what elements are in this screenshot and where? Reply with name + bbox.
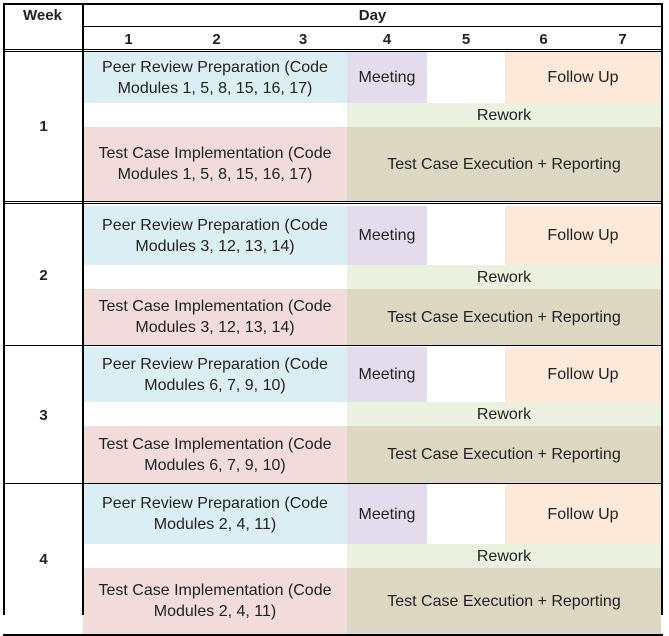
implementation-cell: Test Case Implementation (Code Modules 6, 7, 9, 10) (83, 426, 347, 483)
meeting-cell: Meeting (347, 484, 427, 544)
rework-cell: Rework (347, 265, 661, 289)
day-number: 1 (124, 31, 133, 48)
rework-cell: Rework (347, 544, 661, 568)
day-number: 6 (539, 31, 548, 48)
execution-cell: Test Case Execution + Reporting (347, 568, 661, 634)
blank-cell (83, 103, 347, 127)
peer-review-cell: Peer Review Preparation (Code Modules 1, 5, 8, 15, 16, 17) (83, 52, 347, 103)
follow-up-cell: Follow Up (505, 206, 661, 265)
implementation-cell: Test Case Implementation (Code Modules 3, 12, 13, 14) (83, 289, 347, 345)
execution-cell: Test Case Execution + Reporting (347, 127, 661, 201)
meeting-cell: Meeting (347, 347, 427, 402)
execution-cell: Test Case Execution + Reporting (347, 426, 661, 483)
blank-cell (427, 206, 505, 265)
day-number: 5 (461, 31, 471, 48)
week-number: 4 (5, 484, 82, 634)
day-number: 4 (382, 31, 392, 48)
day-number: 7 (618, 31, 627, 48)
blank-cell (427, 52, 505, 103)
day-number: 2 (212, 31, 221, 48)
implementation-cell: Test Case Implementation (Code Modules 2, 4, 11) (83, 568, 347, 634)
peer-review-cell: Peer Review Preparation (Code Modules 6, 7, 9, 10) (83, 347, 347, 402)
day-number: 3 (298, 31, 308, 48)
week-number: 3 (5, 347, 82, 483)
execution-cell: Test Case Execution + Reporting (347, 289, 661, 345)
rework-cell: Rework (347, 103, 661, 127)
follow-up-cell: Follow Up (505, 484, 661, 544)
schedule-table (3, 3, 663, 620)
week-header: Week (23, 6, 62, 24)
week-number: 2 (5, 206, 82, 345)
day-header: Day (358, 6, 387, 24)
peer-review-cell: Peer Review Preparation (Code Modules 3, 12, 13, 14) (83, 206, 347, 265)
blank-cell (427, 484, 505, 544)
meeting-cell: Meeting (347, 206, 427, 265)
follow-up-cell: Follow Up (505, 347, 661, 402)
peer-review-cell: Peer Review Preparation (Code Modules 2, 4, 11) (83, 484, 347, 544)
week-number: 1 (5, 52, 82, 201)
blank-cell (83, 265, 347, 289)
blank-cell (83, 402, 347, 426)
implementation-cell: Test Case Implementation (Code Modules 1, 5, 8, 15, 16, 17) (83, 127, 347, 201)
blank-cell (427, 347, 505, 402)
meeting-cell: Meeting (347, 52, 427, 103)
blank-cell (83, 544, 347, 568)
follow-up-cell: Follow Up (505, 52, 661, 103)
rework-cell: Rework (347, 402, 661, 426)
